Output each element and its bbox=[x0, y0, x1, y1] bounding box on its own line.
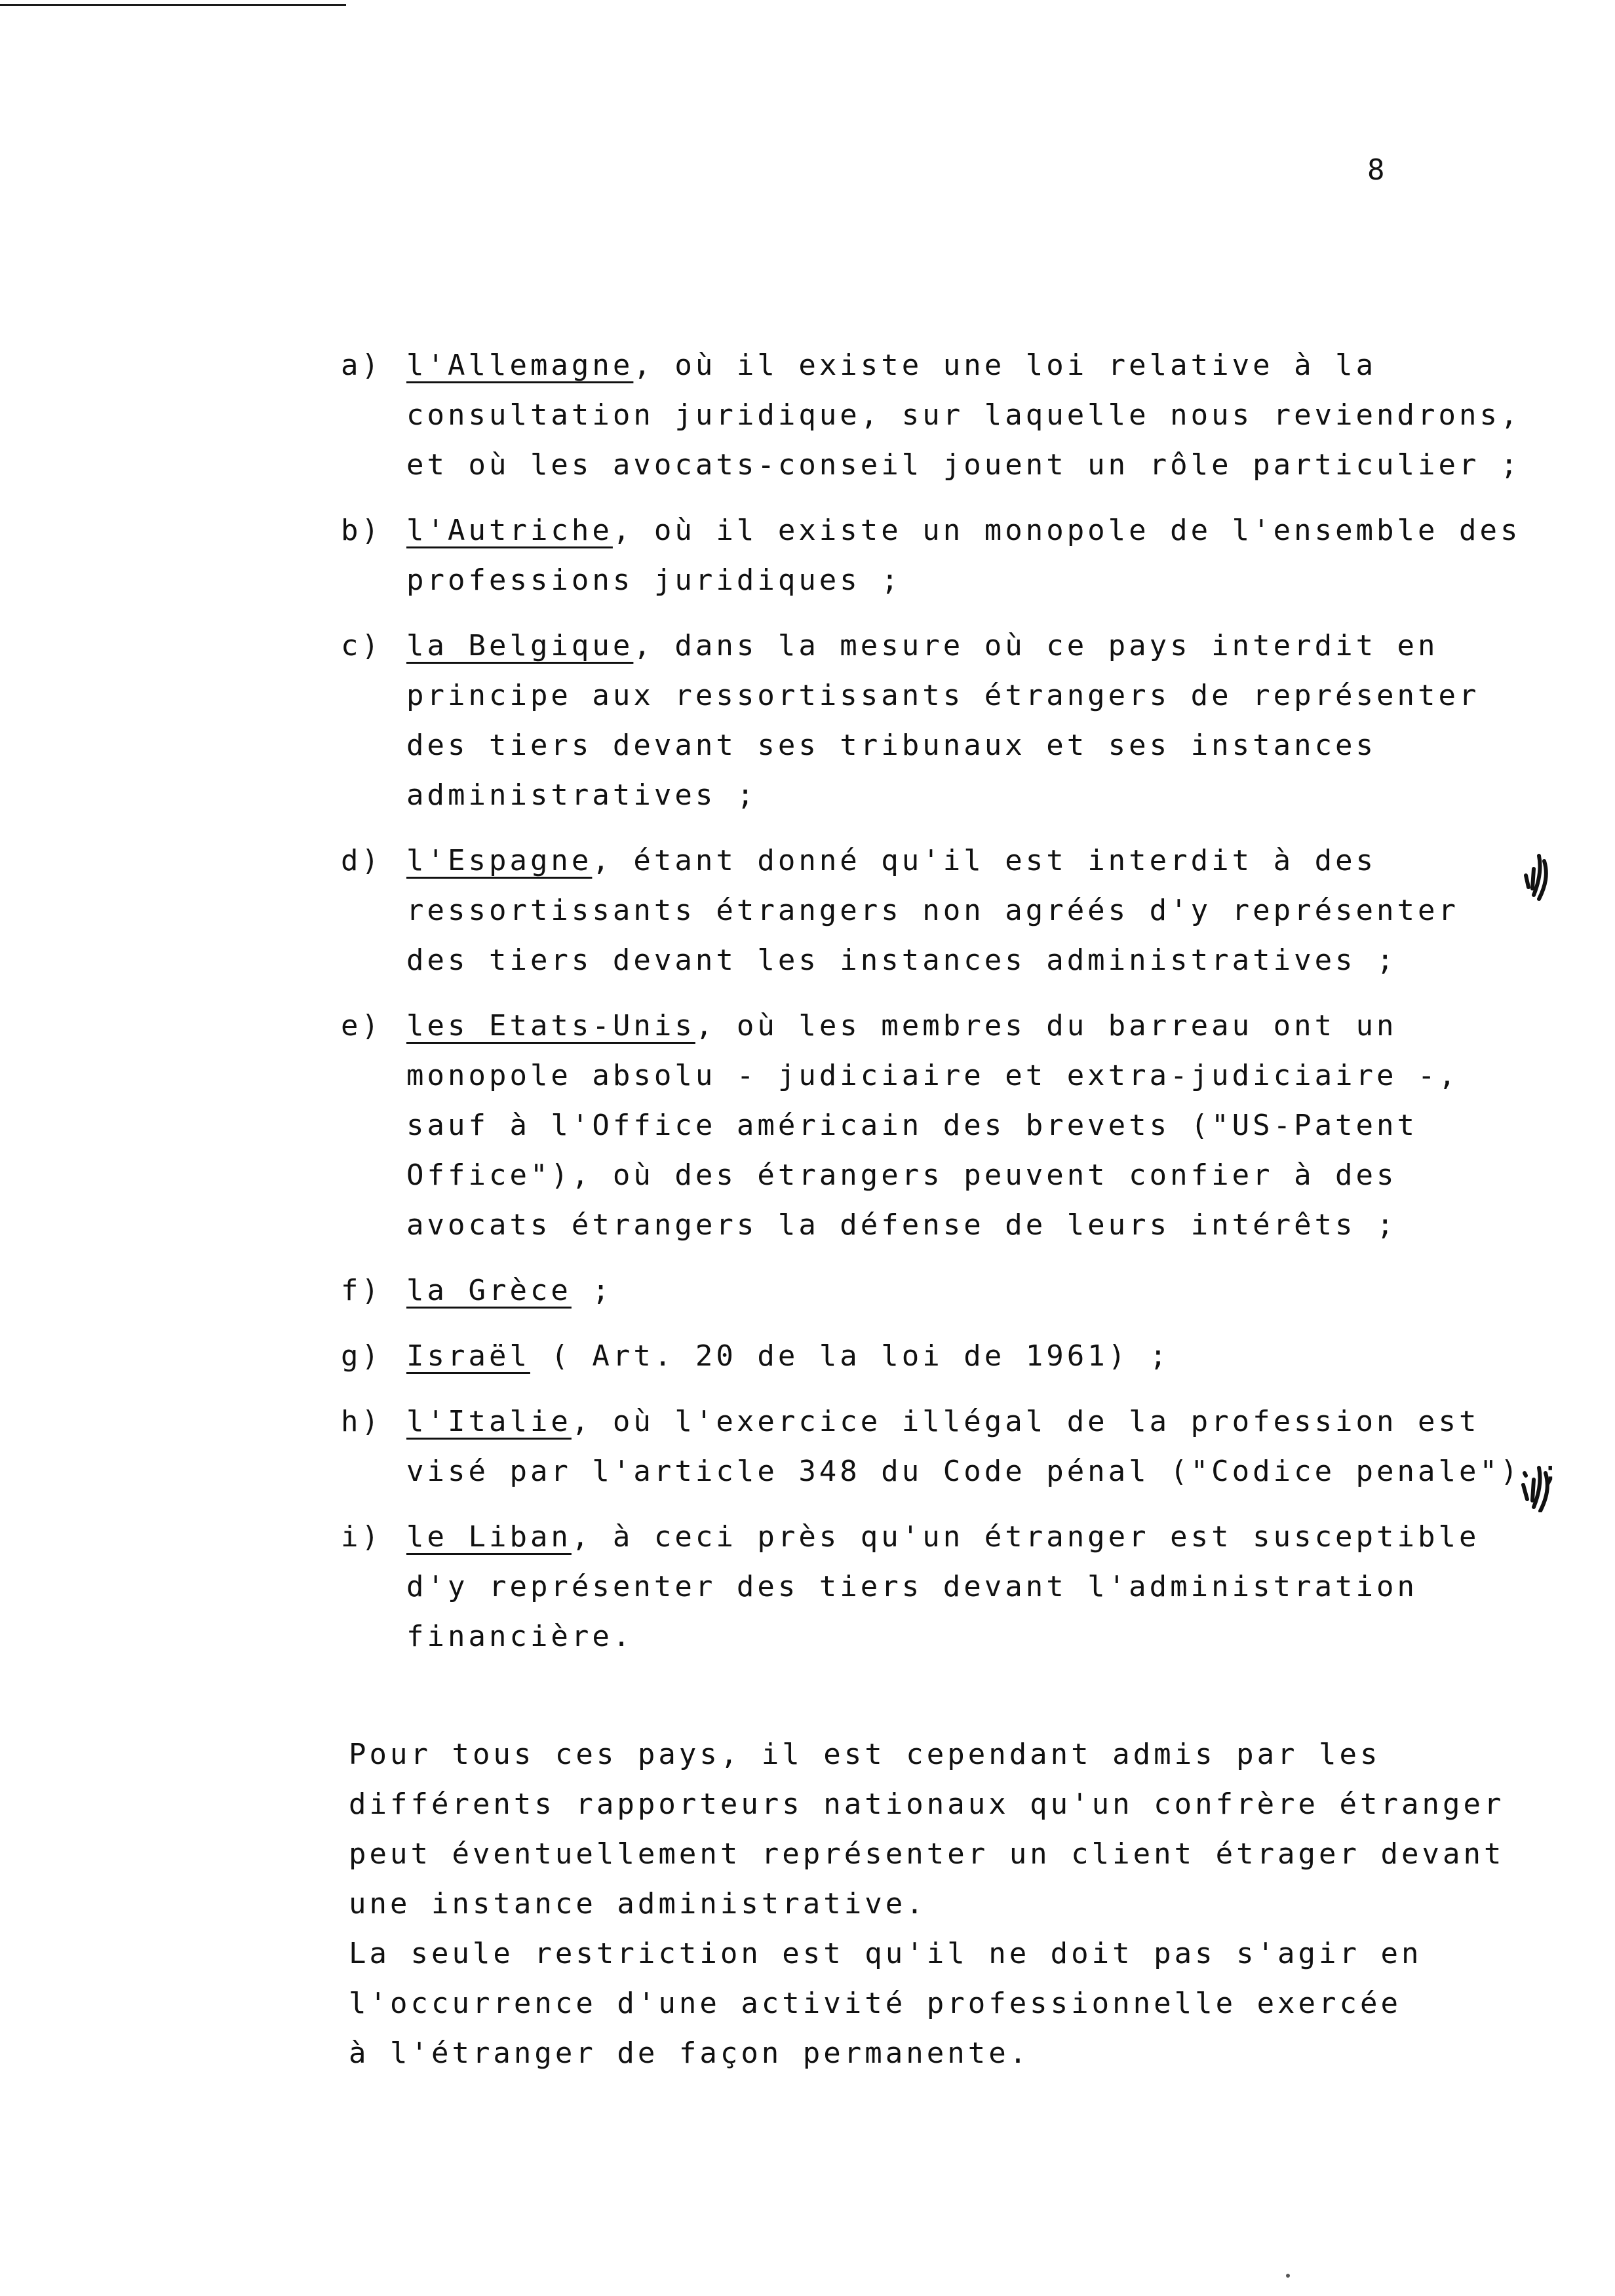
item-first-line bbox=[406, 1331, 1547, 1381]
list-item-e bbox=[341, 1001, 1547, 1250]
list-item-b bbox=[341, 506, 1547, 605]
paragraph-line: La seule restriction est qu'il ne doit pas s'agir en bbox=[349, 1937, 1422, 1970]
item-letter: e) bbox=[341, 1009, 382, 1043]
item-first-line bbox=[406, 836, 1547, 886]
item-first-line-text: ( Art. 20 de la loi de 1961) ; bbox=[530, 1339, 1171, 1373]
country-name: l'Espagne bbox=[406, 844, 593, 877]
item-first-line-text: , où il existe une loi relative à la bbox=[633, 349, 1377, 382]
country-name: Israël bbox=[406, 1339, 530, 1373]
item-first-line-text: ; bbox=[571, 1274, 613, 1307]
item-letter: i) bbox=[341, 1520, 382, 1554]
item-letter: g) bbox=[341, 1339, 382, 1373]
item-letter: d) bbox=[341, 844, 382, 877]
item-line: administratives ; bbox=[406, 778, 758, 812]
paragraph-line: l'occurrence d'une activité professionnelle exercée bbox=[349, 1987, 1402, 2020]
item-first-line bbox=[406, 1001, 1547, 1051]
list-item-c bbox=[341, 621, 1547, 820]
item-line: sauf à l'Office américain des brevets ("US-Patent bbox=[406, 1109, 1418, 1142]
list-item-g bbox=[341, 1331, 1547, 1381]
stray-mark bbox=[1286, 2274, 1290, 2278]
paragraph-line: à l'étranger de façon permanente. bbox=[349, 2037, 1030, 2070]
item-letter: c) bbox=[341, 629, 382, 662]
item-letter: f) bbox=[341, 1274, 382, 1307]
item-first-line-text: , où les membres du barreau ont un bbox=[695, 1009, 1397, 1043]
item-line: visé par l'article 348 du Code pénal ("Codice penale") ; bbox=[406, 1455, 1563, 1488]
item-line: et où les avocats-conseil jouent un rôle particulier ; bbox=[406, 448, 1521, 482]
country-name: l'Allemagne bbox=[406, 349, 634, 382]
list-item-d bbox=[341, 836, 1547, 985]
country-name: l'Autriche bbox=[406, 514, 613, 547]
item-line: d'y représenter des tiers devant l'administration bbox=[406, 1570, 1418, 1603]
margin-check-mark bbox=[1519, 1460, 1559, 1512]
item-line: des tiers devant les instances administratives ; bbox=[406, 944, 1397, 977]
item-first-line-text: , dans la mesure où ce pays interdit en bbox=[633, 629, 1439, 662]
paragraph-line: différents rapporteurs nationaux qu'un confrère étranger bbox=[349, 1788, 1505, 1821]
item-letter: h) bbox=[341, 1405, 382, 1438]
margin-check-mark bbox=[1519, 849, 1559, 902]
top-rule bbox=[0, 4, 346, 6]
paragraph-line: Pour tous ces pays, il est cependant admis par les bbox=[349, 1738, 1381, 1771]
item-first-line-text: , étant donné qu'il est interdit à des bbox=[592, 844, 1377, 877]
list-item-h bbox=[341, 1397, 1563, 1497]
item-line: des tiers devant ses tribunaux et ses instances bbox=[406, 729, 1377, 762]
item-first-line-text: , où l'exercice illégal de la profession est bbox=[571, 1405, 1480, 1438]
list-item-f bbox=[341, 1266, 1547, 1316]
item-letter: b) bbox=[341, 514, 382, 547]
item-line: Office"), où des étrangers peuvent confier à des bbox=[406, 1158, 1397, 1192]
item-first-line bbox=[406, 1266, 1547, 1316]
item-first-line bbox=[406, 341, 1547, 391]
page-number: 8 bbox=[1367, 153, 1385, 187]
country-name: la Belgique bbox=[406, 629, 634, 662]
item-line: monopole absolu - judiciaire et extra-judiciaire -, bbox=[406, 1059, 1460, 1092]
item-line: financière. bbox=[406, 1620, 634, 1653]
item-first-line bbox=[406, 1512, 1547, 1562]
item-first-line bbox=[406, 506, 1547, 556]
country-name: la Grèce bbox=[406, 1274, 572, 1307]
paragraph-line: une instance administrative. bbox=[349, 1887, 927, 1921]
item-line: professions juridiques ; bbox=[406, 564, 902, 597]
country-list bbox=[341, 341, 1563, 1677]
item-first-line-text: , à ceci près qu'un étranger est susceptible bbox=[571, 1520, 1480, 1554]
country-name: le Liban bbox=[406, 1520, 572, 1554]
list-item-i bbox=[341, 1512, 1547, 1662]
country-name: les Etats-Unis bbox=[406, 1009, 695, 1043]
paragraph-line: peut éventuellement représenter un client étrager devant bbox=[349, 1837, 1505, 1871]
conclusion-paragraph bbox=[349, 1730, 1555, 2078]
item-line: principe aux ressortissants étrangers de représenter bbox=[406, 679, 1480, 712]
item-first-line bbox=[406, 1397, 1547, 1447]
country-name: l'Italie bbox=[406, 1405, 572, 1438]
item-line: consultation juridique, sur laquelle nous reviendrons, bbox=[406, 398, 1521, 432]
item-first-line bbox=[406, 621, 1547, 671]
item-first-line-text: , où il existe un monopole de l'ensemble des bbox=[612, 514, 1521, 547]
item-letter: a) bbox=[341, 349, 382, 382]
item-line: avocats étrangers la défense de leurs intérêts ; bbox=[406, 1208, 1397, 1242]
list-item-a bbox=[341, 341, 1547, 490]
item-line: ressortissants étrangers non agréés d'y représenter bbox=[406, 894, 1460, 927]
